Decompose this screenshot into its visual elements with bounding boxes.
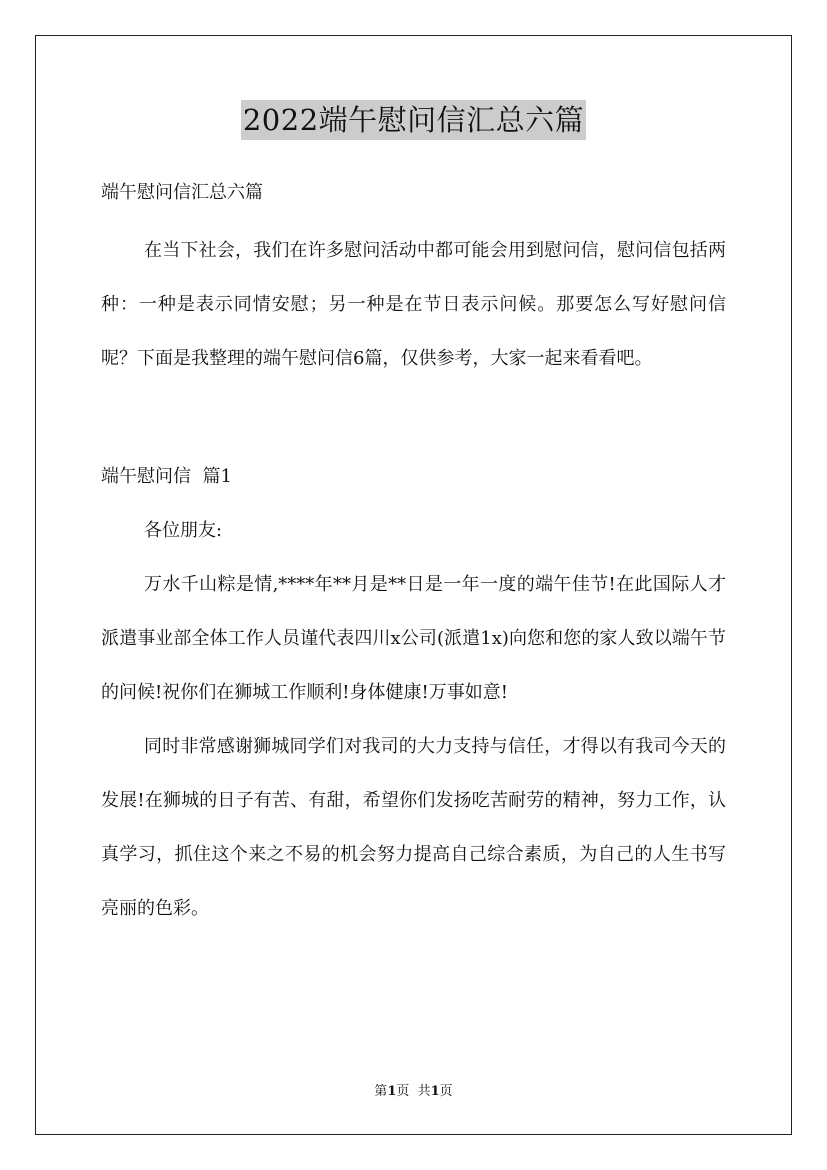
page-footer — [0, 1082, 827, 1102]
page-number: 1 — [387, 1084, 397, 1099]
document-body — [101, 175, 726, 936]
letter-paragraph-1: 万水千山粽是情,****年**月是**日是一年一度的端午佳节!在此国际人才派遣事业部全体工作人员谨代表四川x公司(派遣1x)向您和您的家人致以端午节的问候!祝你们在狮城工作顺利!身体健康!万事如意! — [101, 574, 726, 703]
intro-heading: 端午慰问信汇总六篇 — [101, 182, 263, 203]
page-total: 1 — [430, 1084, 440, 1099]
intro-heading-row — [101, 175, 726, 211]
title-container — [0, 100, 827, 140]
greeting: 各位朋友: — [144, 520, 223, 541]
letter-paragraph-2: 同时非常感谢狮城同学们对我司的大力支持与信任，才得以有我司今天的发展!在狮城的日子有苦、有甜，希望你们发扬吃苦耐劳的精神，努力工作，认真学习，抓住这个来之不易的机会努力提高自己综合素质，为自己的人生书写亮丽的色彩。 — [101, 736, 726, 919]
section-heading: 端午慰问信 篇1 — [101, 466, 232, 487]
intro-paragraph: 在当下社会，我们在许多慰问活动中都可能会用到慰问信，慰问信包括两种：一种是表示同情安慰；另一种是在节日表示问候。那要怎么写好慰问信呢？下面是我整理的端午慰问信6篇，仅供参考，大家一起来看看吧。 — [101, 240, 726, 369]
page-mid: 页 共 — [396, 1084, 431, 1099]
page-suffix: 页 — [439, 1084, 453, 1099]
document-title: 2022端午慰问信汇总六篇 — [241, 100, 586, 140]
page-prefix: 第 — [374, 1084, 388, 1099]
